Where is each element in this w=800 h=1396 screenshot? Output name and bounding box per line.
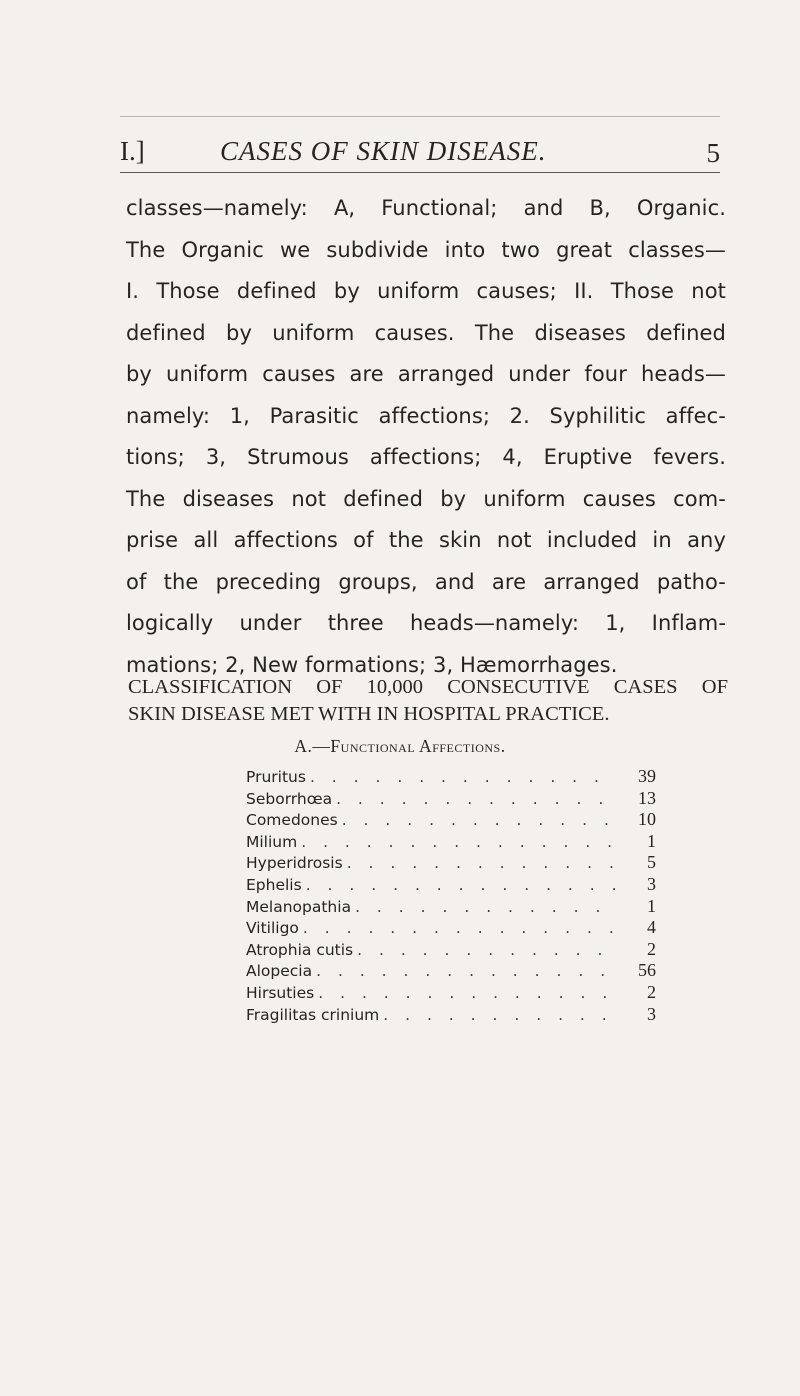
section-heading	[0, 736, 800, 757]
case-count: 13	[638, 787, 656, 808]
list-item	[246, 896, 656, 918]
disease-name: Alopecia	[246, 962, 313, 981]
dot-leader	[303, 918, 616, 940]
case-count: 39	[638, 766, 656, 786]
body-line: The diseases not defined by uniform causes com-	[126, 486, 726, 511]
disease-name: Milium	[246, 832, 298, 851]
case-count: 2	[647, 981, 656, 1002]
case-count: 3	[647, 1003, 656, 1024]
list-item	[246, 809, 656, 831]
running-title: CASES OF SKIN DISEASE.	[220, 136, 547, 166]
dot-leader	[310, 767, 616, 789]
list-item	[246, 766, 656, 788]
dot-leader	[318, 983, 616, 1005]
dot-leader	[347, 853, 616, 875]
case-count: 1	[647, 830, 656, 851]
list-item	[246, 852, 656, 874]
disease-name: Hyperidrosis	[246, 854, 343, 873]
dot-leader	[383, 1005, 616, 1027]
case-count: 2	[647, 938, 656, 959]
body-line: of the preceding groups, and are arranged patho-	[126, 569, 726, 594]
dot-leader	[301, 832, 616, 854]
case-count: 3	[647, 873, 656, 894]
disease-name: Pruritus	[246, 768, 306, 786]
body-line: classes—namely: A, Functional; and B, Organic.	[126, 196, 726, 220]
disease-name: Atrophia cutis	[246, 940, 354, 959]
case-count: 10	[638, 809, 656, 830]
disease-name: Hirsuties	[246, 983, 315, 1002]
dot-leader	[355, 897, 616, 919]
list-item	[246, 960, 656, 982]
list-item	[246, 939, 656, 961]
disease-name: Fragilitas crinium	[246, 1005, 380, 1024]
body-line: The Organic we subdivide into two great classes—	[126, 237, 726, 262]
dot-leader	[357, 940, 616, 962]
page-number: 5	[706, 138, 720, 168]
dot-leader	[316, 961, 616, 983]
body-line: defined by uniform causes. The diseases defined	[126, 320, 726, 345]
body-line: prise all affections of the skin not included in any	[126, 528, 726, 552]
section-prefix: A.—	[294, 736, 331, 756]
classification-line: SKIN DISEASE MET WITH IN HOSPITAL PRACTICE.	[128, 703, 610, 725]
disease-name: Ephelis	[246, 875, 302, 894]
disease-list	[246, 766, 656, 1025]
case-count: 56	[638, 960, 656, 981]
body-line: namely: 1, Parasitic affections; 2. Syphilitic affec-	[126, 403, 726, 428]
disease-name: Seborrhœa	[246, 789, 333, 808]
header-rule	[120, 172, 720, 173]
disease-name: Melanopathia	[246, 897, 352, 916]
list-item	[246, 1004, 656, 1026]
case-count: 4	[647, 917, 656, 938]
dot-leader	[306, 875, 616, 897]
list-item	[246, 874, 656, 896]
body-line: tions; 3, Strumous affections; 4, Eruptive fevers.	[126, 445, 726, 469]
disease-name: Comedones	[246, 811, 338, 830]
list-item	[246, 788, 656, 810]
disease-name: Vitiligo	[246, 919, 299, 938]
dot-leader	[336, 789, 616, 811]
page-header	[120, 130, 720, 166]
chapter-number: I.]	[120, 136, 145, 166]
list-item	[246, 982, 656, 1004]
body-line: I. Those defined by uniform causes; II. Those not	[126, 279, 726, 303]
classification-heading	[128, 674, 728, 728]
classification-line: CLASSIFICATION OF 10,000 CONSECUTIVE CASES OF	[128, 676, 728, 698]
body-line: logically under three heads—namely: 1, Inflam-	[126, 611, 726, 635]
body-paragraph	[126, 188, 726, 686]
case-count: 1	[647, 895, 656, 916]
section-title: Functional Affections.	[330, 736, 506, 756]
body-line: by uniform causes are arranged under four heads—	[126, 362, 726, 386]
body-line: mations; 2, New formations; 3, Hæmorrhages.	[126, 652, 618, 677]
list-item	[246, 831, 656, 853]
dot-leader	[342, 810, 616, 832]
case-count: 5	[647, 852, 656, 873]
list-item	[246, 917, 656, 939]
top-rule	[120, 116, 720, 117]
